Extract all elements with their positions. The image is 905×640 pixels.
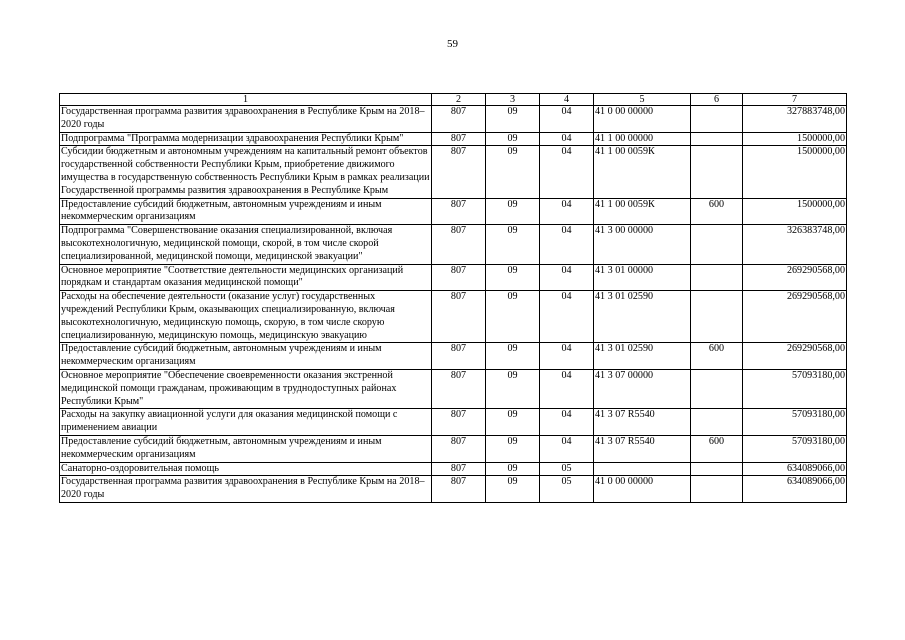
row-section-code: 09 [486, 369, 540, 408]
row-amount: 634089066,00 [743, 476, 847, 503]
row-section-code: 09 [486, 264, 540, 291]
row-gov-code: 807 [432, 435, 486, 462]
row-target-code: 41 3 01 02590 [594, 343, 691, 370]
row-name: Расходы на обеспечение деятельности (оказание услуг) государственных учреждений Республики Крым, оказывающих специализированную, включая высокотехнологичную, медицинскую помощь, скорую, в том числе скорую специализированную, медицинскую помощь, медицинскую эвакуацию [60, 291, 432, 343]
row-section-code: 09 [486, 476, 540, 503]
row-amount: 327883748,00 [743, 106, 847, 133]
row-subsection-code: 04 [540, 146, 594, 198]
row-gov-code: 807 [432, 225, 486, 264]
row-target-code: 41 3 00 00000 [594, 225, 691, 264]
header-cell-6: 6 [691, 94, 743, 106]
row-target-code: 41 3 07 R5540 [594, 435, 691, 462]
row-name: Санаторно-оздоровительная помощь [60, 462, 432, 476]
header-cell-2: 2 [432, 94, 486, 106]
row-name: Подпрограмма "Программа модернизации здравоохранения Республики Крым" [60, 132, 432, 146]
row-target-code: 41 3 07 R5540 [594, 409, 691, 436]
row-subsection-code: 04 [540, 369, 594, 408]
row-target-code: 41 0 00 00000 [594, 106, 691, 133]
row-section-code: 09 [486, 291, 540, 343]
row-expense-type [691, 476, 743, 503]
table-row [60, 146, 847, 198]
table-row [60, 409, 847, 436]
header-row [60, 94, 847, 106]
row-gov-code: 807 [432, 369, 486, 408]
page-number: 59 [447, 38, 458, 50]
row-gov-code: 807 [432, 106, 486, 133]
row-subsection-code: 05 [540, 462, 594, 476]
row-name: Государственная программа развития здравоохранения в Республике Крым на 2018–2020 годы [60, 106, 432, 133]
row-expense-type [691, 146, 743, 198]
row-amount: 1500000,00 [743, 132, 847, 146]
row-target-code: 41 0 00 00000 [594, 476, 691, 503]
row-gov-code: 807 [432, 462, 486, 476]
row-target-code [594, 462, 691, 476]
row-amount: 326383748,00 [743, 225, 847, 264]
row-expense-type [691, 291, 743, 343]
row-gov-code: 807 [432, 291, 486, 343]
row-subsection-code: 04 [540, 264, 594, 291]
row-subsection-code: 05 [540, 476, 594, 503]
row-subsection-code: 04 [540, 409, 594, 436]
row-section-code: 09 [486, 343, 540, 370]
row-section-code: 09 [486, 198, 540, 225]
row-target-code: 41 1 00 0059К [594, 146, 691, 198]
row-amount: 57093180,00 [743, 435, 847, 462]
header-cell-7: 7 [743, 94, 847, 106]
table-row [60, 132, 847, 146]
row-gov-code: 807 [432, 476, 486, 503]
header-cell-4: 4 [540, 94, 594, 106]
header-cell-1: 1 [60, 94, 432, 106]
row-gov-code: 807 [432, 146, 486, 198]
row-expense-type [691, 132, 743, 146]
row-amount: 634089066,00 [743, 462, 847, 476]
row-expense-type [691, 462, 743, 476]
row-expense-type [691, 264, 743, 291]
table-row [60, 435, 847, 462]
row-name: Подпрограмма "Совершенствование оказания специализированной, включая высокотехнологичную, медицинской помощи, скорой, в том числе скорой специализированной, медицинской помощи, медицинской эвакуации" [60, 225, 432, 264]
row-subsection-code: 04 [540, 198, 594, 225]
row-subsection-code: 04 [540, 106, 594, 133]
row-amount: 1500000,00 [743, 198, 847, 225]
header-cell-5: 5 [594, 94, 691, 106]
row-subsection-code: 04 [540, 132, 594, 146]
row-expense-type [691, 106, 743, 133]
row-expense-type: 600 [691, 343, 743, 370]
row-target-code: 41 3 07 00000 [594, 369, 691, 408]
row-amount: 269290568,00 [743, 264, 847, 291]
row-gov-code: 807 [432, 132, 486, 146]
row-section-code: 09 [486, 435, 540, 462]
row-expense-type: 600 [691, 435, 743, 462]
row-gov-code: 807 [432, 343, 486, 370]
row-name: Государственная программа развития здравоохранения в Республике Крым на 2018–2020 годы [60, 476, 432, 503]
table-row [60, 343, 847, 370]
row-gov-code: 807 [432, 409, 486, 436]
row-name: Основное мероприятие "Обеспечение своевременности оказания экстренной медицинской помощи гражданам, проживающим в труднодоступных районах Республики Крым" [60, 369, 432, 408]
row-subsection-code: 04 [540, 343, 594, 370]
row-gov-code: 807 [432, 264, 486, 291]
table-row [60, 198, 847, 225]
table-row [60, 264, 847, 291]
row-section-code: 09 [486, 132, 540, 146]
row-target-code: 41 1 00 0059К [594, 198, 691, 225]
row-name: Основное мероприятие "Соответствие деятельности медицинских организаций порядкам и стандартам оказания медицинской помощи" [60, 264, 432, 291]
table-row [60, 476, 847, 503]
row-amount: 57093180,00 [743, 409, 847, 436]
header-cell-3: 3 [486, 94, 540, 106]
row-name: Субсидии бюджетным и автономным учреждениям на капитальный ремонт объектов государственной собственности Республики Крым, приобретение движимого имущества в государственную собственность Республики Крым в рамках реализации Государственной программы развития здравоохранения в Республике Крым [60, 146, 432, 198]
row-gov-code: 807 [432, 198, 486, 225]
row-expense-type [691, 225, 743, 264]
row-subsection-code: 04 [540, 435, 594, 462]
table-row [60, 106, 847, 133]
table-row [60, 462, 847, 476]
row-expense-type: 600 [691, 198, 743, 225]
row-expense-type [691, 369, 743, 408]
row-section-code: 09 [486, 225, 540, 264]
table-row [60, 225, 847, 264]
row-target-code: 41 1 00 00000 [594, 132, 691, 146]
table-body [60, 106, 847, 503]
row-name: Расходы на закупку авиационной услуги для оказания медицинской помощи с применением авиации [60, 409, 432, 436]
row-subsection-code: 04 [540, 225, 594, 264]
table-row [60, 369, 847, 408]
row-name: Предоставление субсидий бюджетным, автономным учреждениям и иным некоммерческим организациям [60, 343, 432, 370]
row-amount: 269290568,00 [743, 291, 847, 343]
row-target-code: 41 3 01 00000 [594, 264, 691, 291]
row-section-code: 09 [486, 146, 540, 198]
row-section-code: 09 [486, 106, 540, 133]
row-name: Предоставление субсидий бюджетным, автономным учреждениям и иным некоммерческим организациям [60, 435, 432, 462]
row-amount: 57093180,00 [743, 369, 847, 408]
row-section-code: 09 [486, 462, 540, 476]
row-expense-type [691, 409, 743, 436]
row-target-code: 41 3 01 02590 [594, 291, 691, 343]
row-amount: 1500000,00 [743, 146, 847, 198]
row-amount: 269290568,00 [743, 343, 847, 370]
table-row [60, 291, 847, 343]
row-subsection-code: 04 [540, 291, 594, 343]
budget-table [59, 93, 847, 503]
row-section-code: 09 [486, 409, 540, 436]
row-name: Предоставление субсидий бюджетным, автономным учреждениям и иным некоммерческим организациям [60, 198, 432, 225]
